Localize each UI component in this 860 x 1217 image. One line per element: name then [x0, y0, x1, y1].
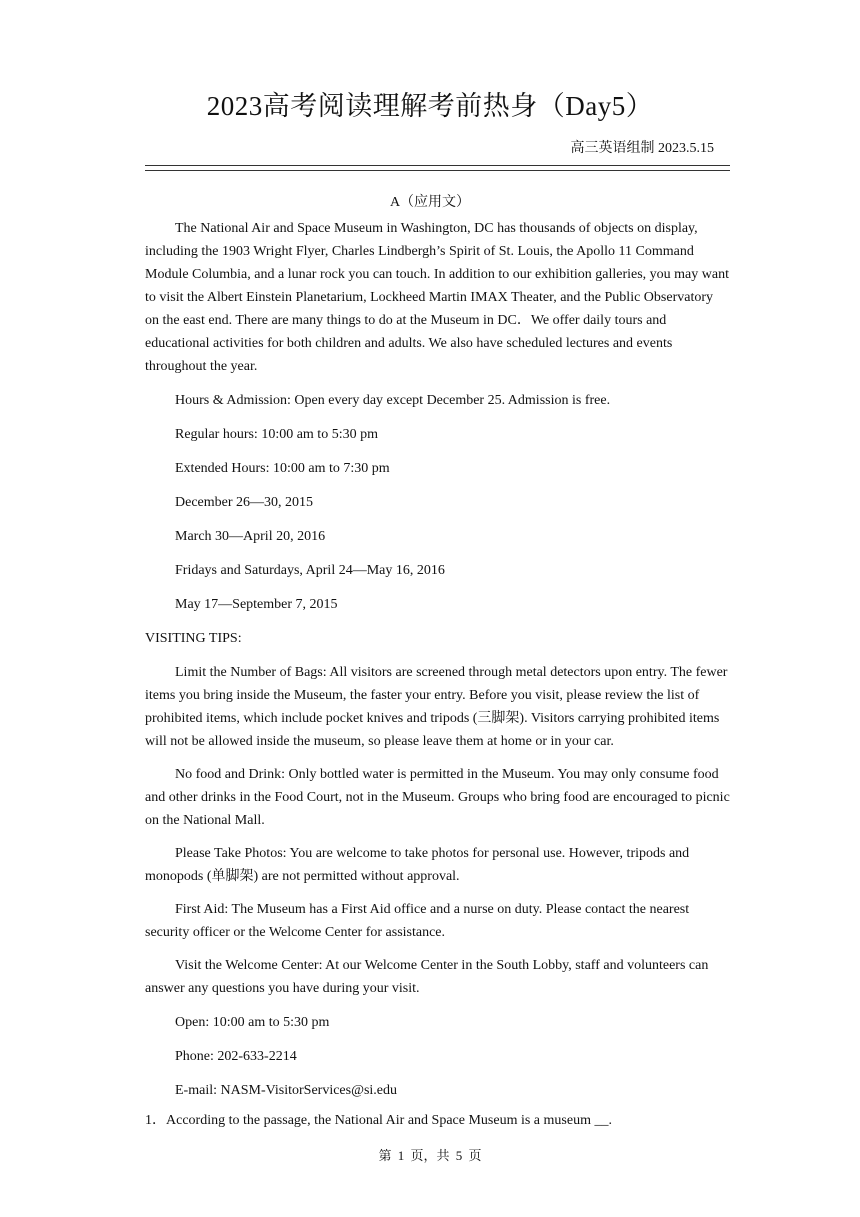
tip-first-aid: First Aid: The Museum has a First Aid office and a nurse on duty. Please contact the nearest security officer or the Welcome Center for assistance. [145, 902, 690, 940]
question-1: 1．According to the passage, the National Air and Space Museum is a museum __. [145, 1113, 612, 1128]
contact-open: Open: 10:00 am to 5:30 pm [175, 1015, 330, 1030]
regular-hours: Regular hours: 10:00 am to 5:30 pm [175, 427, 378, 442]
page-title: 2023高考阅读理解考前热身（Day5） [206, 91, 654, 121]
extended-hours: Extended Hours: 10:00 am to 7:30 pm [175, 461, 390, 476]
section-title: A（应用文） [389, 195, 471, 210]
extended-dates-1: December 26—30, 2015 [175, 495, 314, 510]
passage-body [145, 217, 730, 1102]
tips-heading: VISITING TIPS: [145, 631, 242, 646]
contact-phone: Phone: 202-633-2214 [175, 1049, 297, 1064]
contact-email: E-mail: NASM-VisitorServices@si.edu [175, 1083, 398, 1098]
tip-limit-bags: Limit the Number of Bags: All visitors are screened through metal detectors upon entry. The fewer items you bring inside the Museum, the faster your entry. Before you visit, please review the list of prohibited items, which include pocket knives and tripods (三脚架). Visitors carrying prohibited items will not be allowed inside the museum, so please leave them at home or in your car. [145, 665, 728, 749]
tip-welcome-center: Visit the Welcome Center: At our Welcome Center in the South Lobby, staff and volunteers can answer any questions you have during your visit. [145, 958, 709, 996]
header-double-rule [145, 165, 730, 171]
extended-dates-4: May 17—September 7, 2015 [175, 597, 338, 612]
hours-admission: Hours & Admission: Open every day except December 25. Admission is free. [175, 393, 611, 408]
tip-no-food: No food and Drink: Only bottled water is permitted in the Museum. You may only consume food and other drinks in the Food Court, not in the Museum. Groups who bring food are encouraged to picnic on the National Mall. [145, 767, 730, 828]
intro-paragraph: The National Air and Space Museum in Washington, DC has thousands of objects on display, including the 1903 Wright Flyer, Charles Lindbergh’s Spirit of St. Louis, the Apollo 11 Command Module Columbia, and a lunar rock you can touch. In addition to our exhibition galleries, you may want to visit the Albert Einstein Planetarium, Lockheed Martin IMAX Theater, and the Public Observatory on the east end. There are many things to do at the Museum in DC．We offer daily tours and educational activities for both children and adults. We also have scheduled lectures and events throughout the year. [145, 221, 729, 374]
extended-dates-2: March 30—April 20, 2016 [175, 529, 326, 544]
page-footer: 第 1 页，共 5 页 [378, 1148, 482, 1163]
extended-dates-3: Fridays and Saturdays, April 24—May 16, 2016 [175, 563, 445, 578]
page-subtitle: 高三英语组制 2023.5.15 [570, 141, 714, 156]
tip-photos: Please Take Photos: You are welcome to take photos for personal use. However, tripods and monopods (单脚架) are not permitted without approval. [145, 846, 690, 884]
